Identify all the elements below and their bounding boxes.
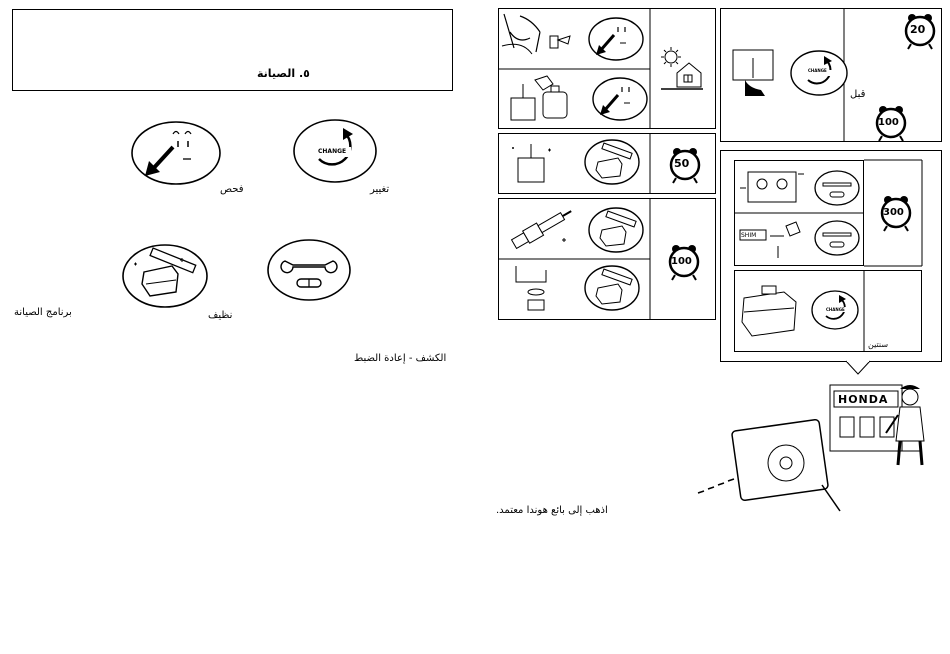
- go-to-dealer-text: اذهب إلى بائع هوندا معتمد.: [496, 505, 608, 516]
- spark-plug-illustration: [504, 202, 584, 254]
- wrench-icon: [267, 239, 351, 301]
- callout-pointer: [846, 361, 870, 375]
- daily-face-icon-1: [588, 17, 644, 61]
- inspect-face-icon: [131, 121, 221, 185]
- clean-icon-100h-1: [588, 206, 644, 254]
- change-word-first: CHANGE: [808, 68, 827, 73]
- honda-dealer-illustration: [690, 375, 940, 515]
- clean-brush-icon: [122, 244, 208, 308]
- change-word-fuel: CHANGE: [826, 307, 845, 312]
- two-years-label: سنتين: [868, 340, 889, 349]
- title-box: [12, 9, 453, 91]
- oil-level-illustration: [500, 12, 575, 62]
- oil-drain-illustration: [725, 40, 785, 100]
- hours-100-label-a: 100: [671, 256, 692, 267]
- wrench-icon-shim: [814, 220, 860, 256]
- daily-face-icon-2: [592, 77, 648, 121]
- clean-icon-50h: [584, 138, 640, 186]
- change-label: تغيير: [370, 184, 390, 195]
- change-icon-word: CHANGE: [318, 148, 347, 155]
- hours-50-label: 50: [674, 157, 690, 170]
- sediment-cup-illustration: [506, 262, 566, 316]
- inspect-adjust-heading: الكشف - إعادة الضبط: [354, 353, 447, 364]
- fuel-tank-illustration: [738, 278, 800, 342]
- shim-illustration: [738, 216, 808, 262]
- program-label: برنامج الصيانة: [14, 307, 72, 318]
- hours-20-label: 20: [910, 23, 926, 36]
- before-label: قبل: [850, 89, 866, 100]
- valve-clearance-illustration: [738, 164, 808, 210]
- inspect-label: فحص: [220, 184, 244, 195]
- clean-label: نظيف: [208, 310, 233, 321]
- clean-icon-100h-2: [584, 264, 640, 312]
- hours-300-label: 300: [883, 207, 904, 218]
- honda-sign: HONDA: [838, 393, 889, 406]
- section-title: ٥. الصيانة: [257, 67, 310, 80]
- shim-label: SHIM: [741, 232, 757, 239]
- fuel-filter-illustration: [508, 138, 558, 190]
- sun-house-icon: [659, 45, 703, 89]
- change-icon-first: [790, 50, 848, 96]
- air-cleaner-illustration: [505, 72, 575, 126]
- hours-100-label-b: 100: [878, 117, 899, 128]
- wrench-icon-valve: [814, 170, 860, 206]
